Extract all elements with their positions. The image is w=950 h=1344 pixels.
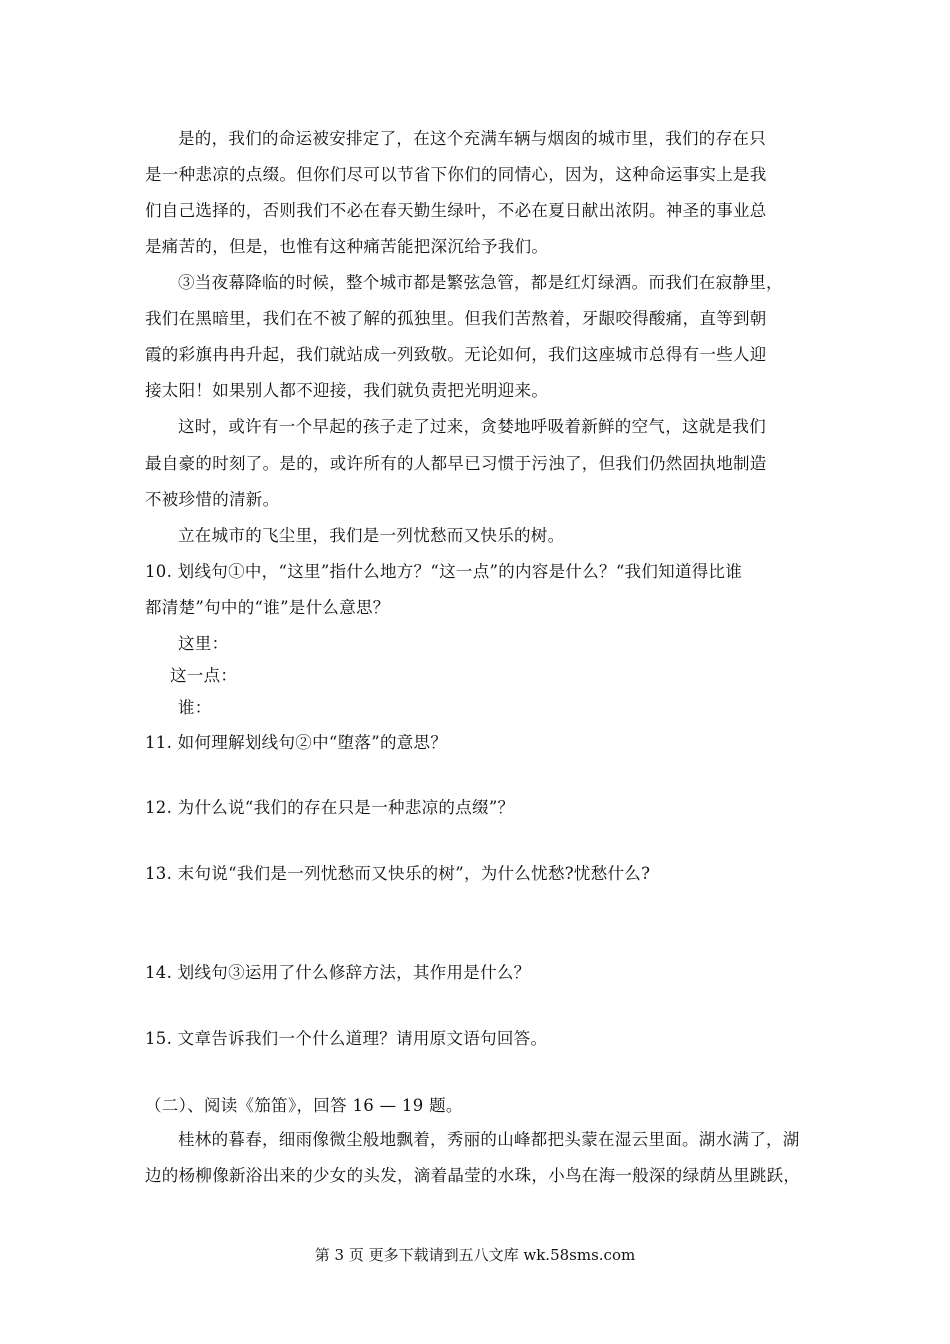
paragraph-1-line-2: 是一种悲凉的点缀。但你们尽可以节省下你们的同情心，因为，这种命运事实上是我 bbox=[145, 165, 767, 184]
question-11: 11. 如何理解划线句②中“堕落”的意思？ bbox=[145, 733, 448, 752]
question-10-answer-here: 这里： bbox=[178, 634, 229, 653]
question-13: 13. 末句说“我们是一列忧愁而又快乐的树”，为什么忧愁?忧愁什么? bbox=[145, 864, 651, 883]
paragraph-3-line-1: 这时，或许有一个早起的孩子走了过来，贪婪地呼吸着新鲜的空气，这就是我们 bbox=[178, 417, 766, 436]
section-2-heading: （二）、阅读《笳笛》，回答 16 — 19 题。 bbox=[145, 1096, 463, 1115]
paragraph-1-line-4: 是痛苦的，但是，也惟有这种痛苦能把深沉给予我们。 bbox=[145, 237, 549, 256]
paragraph-2-line-2: 我们在黑暗里，我们在不被了解的孤独里。但我们苦熬着，牙龈咬得酸痛，直等到朝 bbox=[145, 309, 767, 328]
paragraph-1-line-1: 是的，我们的命运被安排定了，在这个充满车辆与烟囱的城市里，我们的存在只 bbox=[178, 129, 766, 148]
question-12: 12. 为什么说“我们的存在只是一种悲凉的点缀”？ bbox=[145, 798, 515, 817]
question-10-answer-who: 谁： bbox=[178, 698, 212, 717]
section-2-line-2: 边的杨柳像新浴出来的少女的头发，滴着晶莹的水珠，小鸟在海一般深的绿荫丛里跳跃， bbox=[145, 1166, 801, 1185]
paragraph-3-line-2: 最自豪的时刻了。是的，或许所有的人都早已习惯于污浊了，但我们仍然固执地制造 bbox=[145, 454, 767, 473]
paragraph-1-line-3: 们自己选择的，否则我们不必在春天勤生绿叶，不必在夏日献出浓阴。神圣的事业总 bbox=[145, 201, 767, 220]
question-14: 14. 划线句③运用了什么修辞方法，其作用是什么？ bbox=[145, 963, 531, 982]
question-10-line-1: 10. 划线句①中，“这里”指什么地方？“这一点”的内容是什么？“我们知道得比谁 bbox=[145, 562, 743, 581]
paragraph-2-line-1: ③当夜幕降临的时候，整个城市都是繁弦急管，都是红灯绿酒。而我们在寂静里， bbox=[178, 273, 783, 292]
question-10-answer-this-point: 这一点： bbox=[170, 666, 238, 685]
section-2-line-1: 桂林的暮春，细雨像微尘般地飘着，秀丽的山峰都把头蒙在湿云里面。湖水满了，湖 bbox=[178, 1130, 800, 1149]
paragraph-2-line-4: 接太阳！如果别人都不迎接，我们就负责把光明迎来。 bbox=[145, 381, 549, 400]
paragraph-2-line-3: 霞的彩旗冉冉升起，我们就站成一列致敬。无论如何，我们这座城市总得有一些人迎 bbox=[145, 345, 767, 364]
paragraph-3-line-3: 不被珍惜的清新。 bbox=[145, 490, 280, 509]
paragraph-4-line-1: 立在城市的飞尘里，我们是一列忧愁而又快乐的树。 bbox=[178, 526, 565, 545]
question-10-line-2: 都清楚”句中的“谁”是什么意思？ bbox=[145, 598, 390, 617]
page-footer: 第 3 页 更多下载请到五八文库 wk.58sms.com bbox=[314, 1246, 636, 1264]
question-15: 15. 文章告诉我们一个什么道理？请用原文语句回答。 bbox=[145, 1029, 548, 1048]
